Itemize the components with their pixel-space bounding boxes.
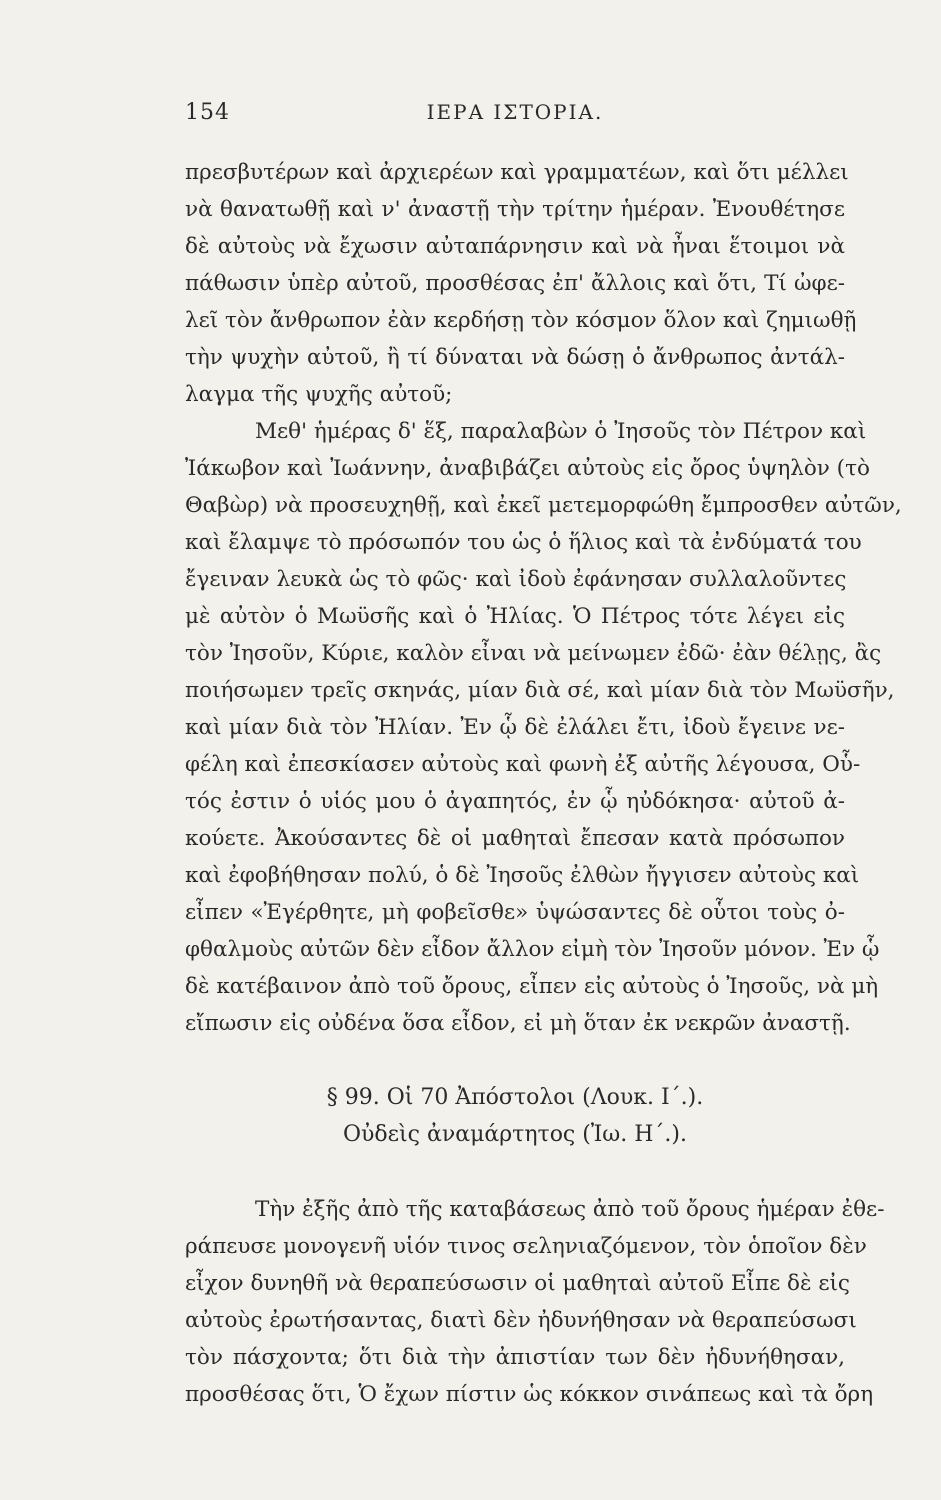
text-line: Τὴν ἐξῆς ἀπὸ τῆς καταβάσεως ἀπὸ τοῦ ὄρους ἡμέραν ἐθε- <box>255 1197 885 1222</box>
text-line: τὸν Ἰησοῦν, Κύριε, καλὸν εἶναι νὰ μείνωμεν ἐδῶ· ἐὰν θέλῃς, ἂς <box>185 641 882 666</box>
text-line: φθαλμοὺς αὐτῶν δὲν εἶδον ἄλλον εἰμὴ τὸν Ἰησοῦν μόνον. Ἐν ᾧ <box>185 937 880 962</box>
text-line: αὐτοὺς ἐρωτήσαντας, διατὶ δὲν ἠδυνήθησαν νὰ θεραπεύσωσι <box>185 1308 857 1333</box>
text-line: τὴν ψυχὴν αὐτοῦ, ἢ τί δύναται νὰ δώσῃ ὁ ἄνθρωπος ἀντάλ- <box>185 345 845 370</box>
text-line: τὸν πάσχοντα; ὅτι διὰ τὴν ἀπιστίαν των δὲν ἠδυνήθησαν, <box>185 1345 845 1370</box>
text-line: λαγμα τῆς ψυχῆς αὐτοῦ; <box>185 382 453 407</box>
page-header <box>185 100 845 136</box>
text-line: καὶ ἐφοβήθησαν πολύ, ὁ δὲ Ἰησοῦς ἐλθὼν ἤγγισεν αὐτοὺς καὶ <box>185 863 860 888</box>
text-line: καὶ ἔλαμψε τὸ πρόσωπόν του ὡς ὁ ἥλιος καὶ τὰ ἐνδύματά του <box>185 530 862 555</box>
text-line: εἴπωσιν εἰς οὐδένα ὅσα εἶδον, εἰ μὴ ὅταν ἐκ νεκρῶν ἀναστῇ. <box>185 1011 851 1036</box>
running-title: ΙΕΡΑ ΙΣΤΟΡΙΑ. <box>426 100 604 124</box>
text-line: Ἰάκωβον καὶ Ἰωάννην, ἀναβιβάζει αὐτοὺς εἰς ὄρος ὑψηλὸν (τὸ <box>185 456 870 481</box>
text-line: δὲ αὐτοὺς νὰ ἔχωσιν αὐταπάρνησιν καὶ νὰ ἦναι ἕτοιμοι νὰ <box>185 234 845 259</box>
text-line: ἔγειναν λευκὰ ὡς τὸ φῶς· καὶ ἰδοὺ ἐφάνησαν συλλαλοῦντες <box>185 567 847 592</box>
text-line: καὶ μίαν διὰ τὸν Ἠλίαν. Ἐν ᾧ δὲ ἐλάλει ἔτι, ἰδοὺ ἔγεινε νε- <box>185 715 845 740</box>
text-line: φέλη καὶ ἐπεσκίασεν αὐτοὺς καὶ φωνὴ ἐξ αὐτῆς λέγουσα, Οὗ- <box>185 752 861 777</box>
page-number: 154 <box>185 100 230 125</box>
text-line: πρεσβυτέρων καὶ ἀρχιερέων καὶ γραμματέων, καὶ ὅτι μέλλει <box>185 160 849 185</box>
text-line: ράπευσε μονογενῆ υἱόν τινος σεληνιαζόμενον, τὸν ὁποῖον δὲν <box>185 1234 867 1259</box>
text-line: δὲ κατέβαινον ἀπὸ τοῦ ὄρους, εἶπεν εἰς αὐτοὺς ὁ Ἰησοῦς, νὰ μὴ <box>185 974 879 999</box>
text-line: λεῖ τὸν ἄνθρωπον ἐὰν κερδήσῃ τὸν κόσμον ὅλον καὶ ζημιωθῇ <box>185 308 857 333</box>
text-line: προσθέσας ὅτι, Ὁ ἔχων πίστιν ὡς κόκκον σινάπεως καὶ τὰ ὄρη <box>185 1382 874 1407</box>
text-line: Θαβὼρ) νὰ προσευχηθῇ, καὶ ἐκεῖ μετεμορφώθη ἔμπροσθεν αὐτῶν, <box>185 493 902 518</box>
text-line: εἶπεν «Ἐγέρθητε, μὴ φοβεῖσθε» ὑψώσαντες δὲ οὗτοι τοὺς ὀ- <box>185 900 845 925</box>
section-subheading: Οὐδεὶς ἀναμάρτητος (Ἰω. Η΄.). <box>343 1122 687 1147</box>
text-line: ποιήσωμεν τρεῖς σκηνάς, μίαν διὰ σέ, καὶ μίαν διὰ τὸν Μωϋσῆν, <box>185 678 895 703</box>
text-line: μὲ αὐτὸν ὁ Μωϋσῆς καὶ ὁ Ἠλίας. Ὁ Πέτρος τότε λέγει εἰς <box>185 604 845 629</box>
text-line: κούετε. Ἀκούσαντες δὲ οἱ μαθηταὶ ἔπεσαν κατὰ πρόσωπον <box>185 826 845 851</box>
text-line: Μεθ' ἡμέρας δ' ἕξ, παραλαβὼν ὁ Ἰησοῦς τὸν Πέτρον καὶ <box>255 419 867 444</box>
text-line: εἶχον δυνηθῆ νὰ θεραπεύσωσιν οἱ μαθηταὶ αὐτοῦ Εἶπε δὲ εἰς <box>185 1271 850 1296</box>
text-line: πάθωσιν ὑπὲρ αὐτοῦ, προσθέσας ἐπ' ἄλλοις καὶ ὅτι, Τί ὠφε- <box>185 271 845 296</box>
text-line: τός ἐστιν ὁ υἱός μου ὁ ἀγαπητός, ἐν ᾧ ηὐδόκησα· αὐτοῦ ἀ- <box>185 789 845 814</box>
text-line: νὰ θανατωθῇ καὶ ν' ἀναστῇ τὴν τρίτην ἡμέραν. Ἐνουθέτησε <box>185 197 845 222</box>
section-heading: § 99. Οἱ 70 Ἀπόστολοι (Λουκ. Ι΄.). <box>326 1085 704 1110</box>
